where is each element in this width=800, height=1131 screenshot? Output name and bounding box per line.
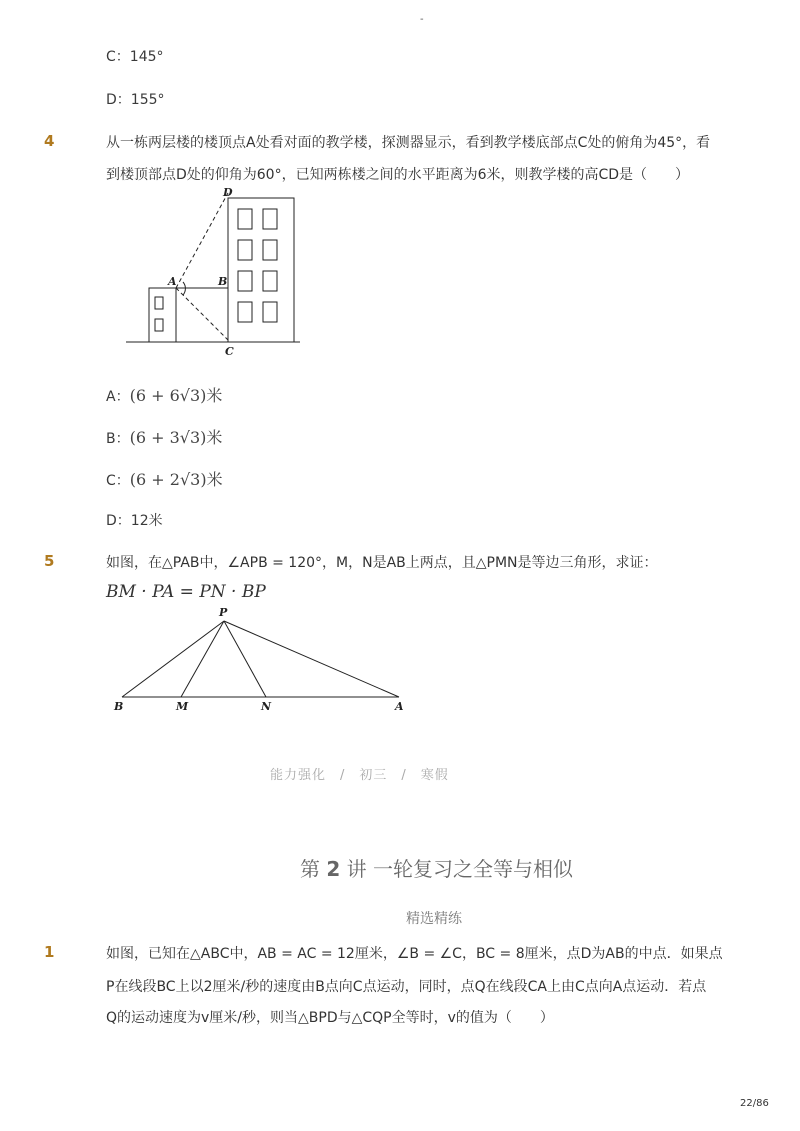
option-label: A：: [106, 389, 130, 405]
question-text-line: 到楼顶部点D处的仰角为60°，已知两栋楼之间的水平距离为6米，则教学楼的高CD是（ ）: [106, 167, 690, 183]
window: [263, 302, 277, 322]
question-text-line: 如图，在△PAB中，∠APB = 120°，M，N是AB上两点，且△PMN是等边三角形，求证：: [106, 555, 658, 571]
option-d[interactable]: [106, 89, 165, 109]
lecture-title-text: 讲 一轮复习之全等与相似: [346, 857, 573, 881]
label-p: P: [219, 606, 228, 619]
lecture-number: 2: [326, 857, 341, 881]
question-text-line: Q的运动速度为v厘米/秒，则当△BPD与△CQP全等时，v的值为（ ）: [106, 1010, 554, 1026]
option-value: 12米: [130, 513, 163, 529]
question-number: 4: [44, 132, 55, 150]
label-n: N: [261, 700, 272, 713]
option-d[interactable]: [106, 510, 163, 530]
top-mark: -: [420, 14, 424, 25]
line-ac: [176, 288, 228, 340]
option-value: (6 + 6√3)米: [129, 386, 223, 405]
building-figure: [120, 185, 310, 360]
option-a[interactable]: [106, 383, 222, 406]
line-ap: [224, 621, 399, 697]
line-bp: [122, 621, 224, 697]
label-d: D: [223, 186, 233, 199]
option-value: (6 + 2√3)米: [129, 470, 223, 489]
window: [263, 271, 277, 291]
option-c[interactable]: [106, 467, 223, 490]
window: [155, 319, 163, 331]
question-number: 5: [44, 552, 55, 570]
option-value: 155°: [130, 92, 165, 108]
course-strip: 能力强化 / 初三 / 寒假: [270, 768, 449, 783]
question-text-line: 从一栋两层楼的楼顶点A处看对面的教学楼，探测器显示，看到教学楼底部点C处的俯角为45°，看: [106, 135, 711, 151]
option-value: (6 + 3√3)米: [129, 428, 223, 447]
section-title: 精选精练: [406, 911, 462, 927]
option-c[interactable]: [106, 46, 164, 66]
window: [155, 297, 163, 309]
window: [238, 302, 252, 322]
label-b: B: [114, 700, 124, 713]
option-label: B：: [106, 431, 130, 447]
window: [238, 271, 252, 291]
line-np: [224, 621, 266, 697]
label-b: B: [218, 275, 228, 288]
option-value: 145°: [129, 49, 164, 65]
label-a: A: [395, 700, 404, 713]
option-label: D：: [106, 513, 131, 529]
window: [238, 209, 252, 229]
lecture-title-prefix: 第: [300, 857, 320, 881]
question-number: 1: [44, 943, 55, 961]
label-c: C: [225, 345, 234, 358]
line-mp: [181, 621, 224, 697]
small-building: [149, 288, 176, 342]
label-m: M: [176, 700, 189, 713]
line-ad: [176, 193, 228, 288]
question-text-line: P在线段BC上以2厘米/秒的速度由B点向C点运动，同时，点Q在线段CA上由C点向A点运动．若点: [106, 979, 707, 995]
window: [238, 240, 252, 260]
label-a: A: [168, 275, 177, 288]
question-text-line: 如图，已知在△ABC中，AB = AC = 12厘米，∠B = ∠C，BC = 8厘米，点D为AB的中点．如果点: [106, 946, 723, 962]
triangle-figure: [108, 606, 418, 718]
lecture-title: [300, 853, 573, 882]
option-b[interactable]: [106, 425, 222, 448]
option-label: D：: [106, 92, 131, 108]
window: [263, 209, 277, 229]
option-label: C：: [106, 49, 130, 65]
page-number: 22/86: [740, 1098, 769, 1109]
option-label: C：: [106, 473, 130, 489]
window: [263, 240, 277, 260]
proof-formula: BM · PA = PN · BP: [106, 582, 266, 602]
